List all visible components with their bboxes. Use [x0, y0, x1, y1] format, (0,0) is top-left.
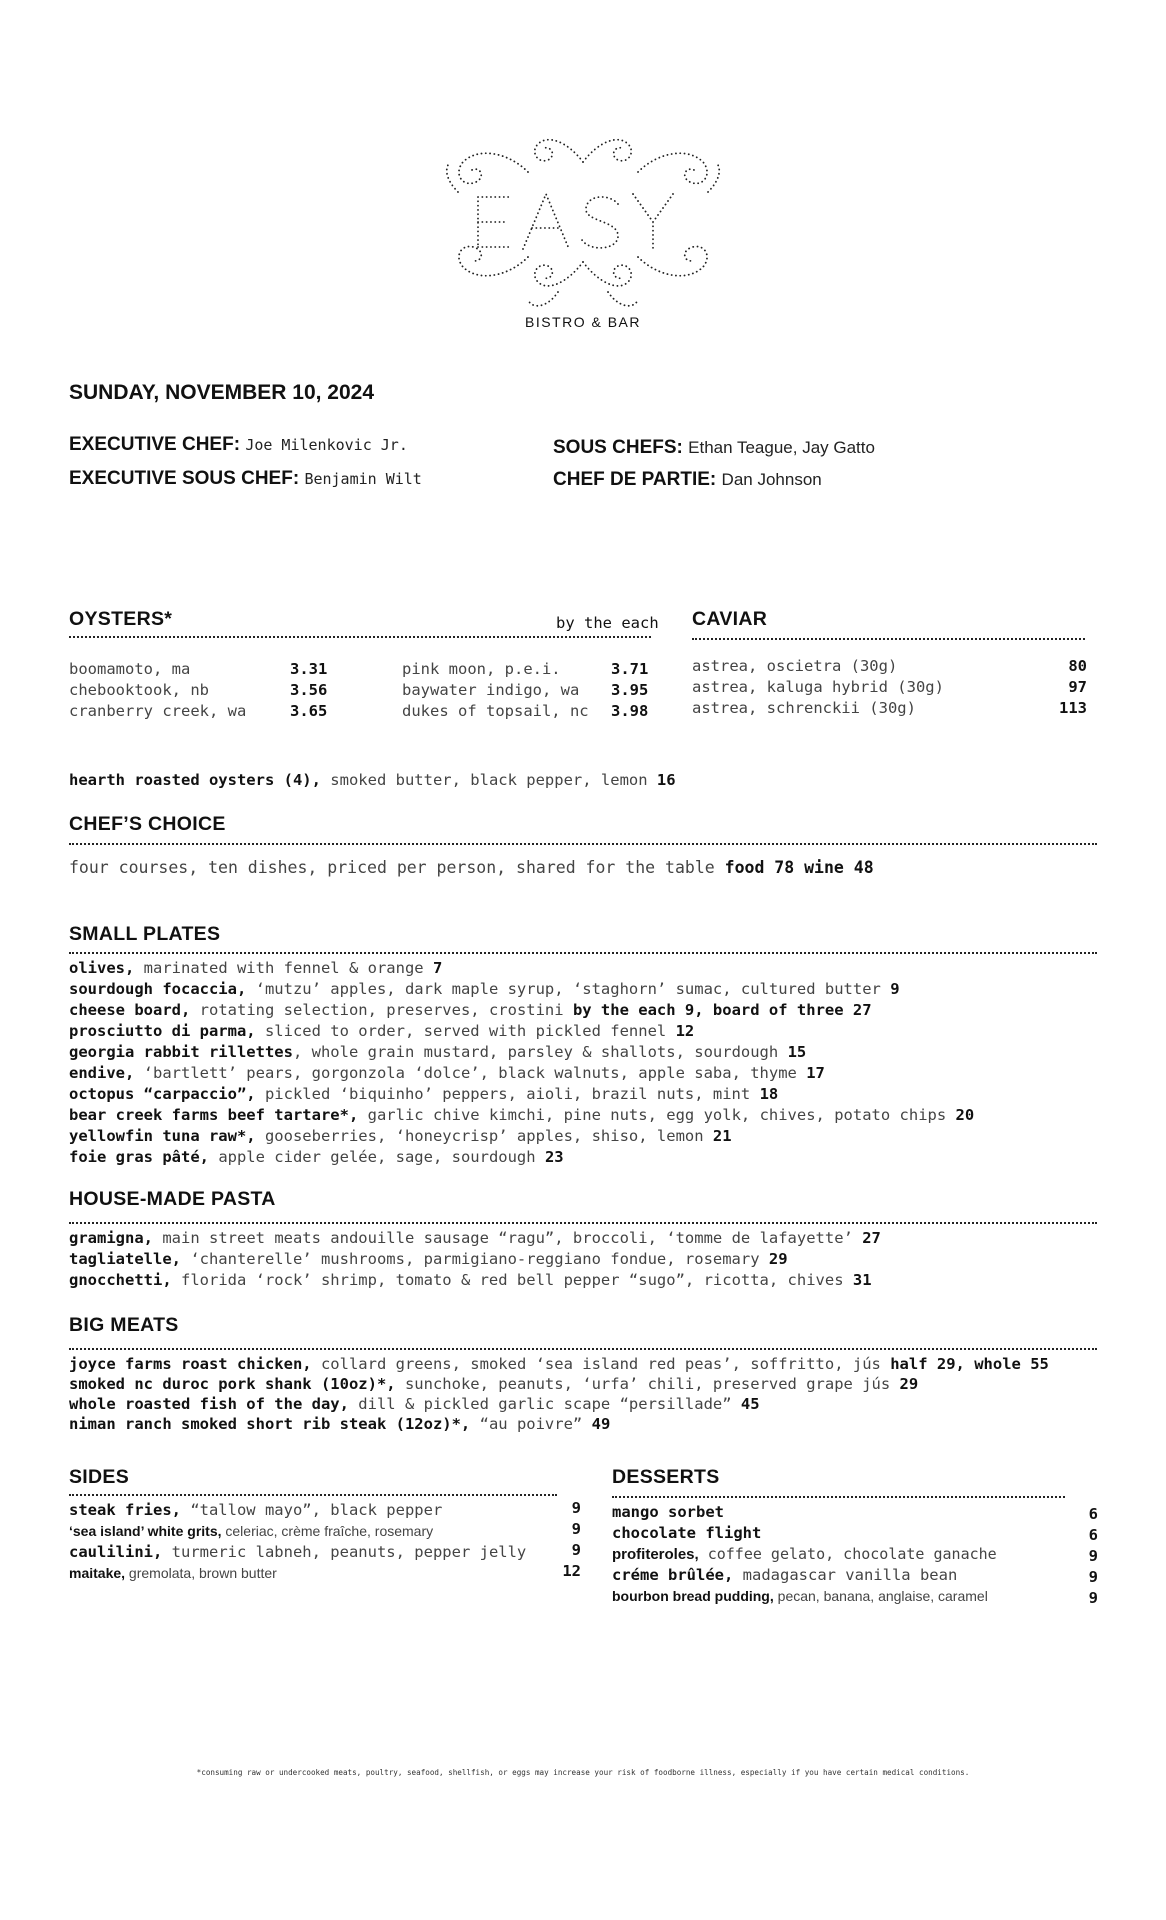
oysters-note: by the each [556, 614, 659, 632]
chef-name: Ethan Teague, Jay Gatto [688, 438, 875, 457]
item-name: prosciutto di parma, [69, 1022, 256, 1040]
item-desc: garlic chive kimchi, pine nuts, egg yolk, chives, potato chips [358, 1106, 956, 1124]
item-price: food 78 wine 48 [724, 858, 874, 877]
item-name: tagliatelle, [69, 1250, 181, 1268]
item-desc: marinated with fennel & orange [134, 959, 433, 977]
menu-item [69, 1126, 732, 1147]
item-price: by the each 9, board of three 27 [572, 1001, 872, 1019]
item-price: half 29, whole 55 [890, 1355, 1049, 1373]
item-desc: main street meats andouille sausage “ragu”, broccoli, ‘tomme de lafayette’ [153, 1229, 863, 1247]
item-desc: ‘chanterelle’ mushrooms, parmigiano-reggiano fondue, rosemary [180, 1250, 769, 1268]
menu-item [69, 1354, 1049, 1375]
item-price: 6 [1088, 1526, 1098, 1544]
item-desc: sunchoke, peanuts, ‘urfa’ chili, preserved grape jús [395, 1375, 900, 1393]
item-name: profiteroles, [612, 1546, 699, 1563]
item-name: endive, [69, 1064, 135, 1082]
caviar-price: 97 [1068, 678, 1087, 696]
item-desc: pecan, banana, anglaise, caramel [773, 1588, 988, 1604]
item-price: 18 [759, 1085, 779, 1103]
item-name: chocolate flight [612, 1524, 762, 1542]
item-price: 27 [862, 1229, 881, 1247]
item-name: gramigna, [69, 1229, 153, 1247]
menu-item [612, 1502, 724, 1523]
item-name: ‘sea island’ white grits, [69, 1523, 222, 1539]
menu-item [69, 1063, 825, 1084]
caviar-divider [692, 638, 1085, 640]
item-desc: madagascar vanilla bean [733, 1566, 958, 1584]
item-name: hearth roasted oysters (4), [69, 771, 321, 789]
item-price: 9 [890, 980, 900, 998]
executive-chef [69, 434, 408, 456]
item-price: 9 [1088, 1589, 1098, 1607]
item-price: 17 [806, 1064, 825, 1082]
item-price: 9 [1088, 1547, 1098, 1565]
item-desc: dill & pickled garlic scape “persillade” [348, 1395, 741, 1413]
menu-item [69, 1021, 694, 1042]
logo-tagline: BISTRO & BAR [524, 314, 642, 330]
chef-role: EXECUTIVE CHEF: [69, 434, 241, 455]
oyster-name: dukes of topsail, nc [402, 702, 589, 720]
chefs-choice-title: CHEF’S CHOICE [69, 813, 226, 835]
oyster-name: pink moon, p.e.i. [402, 660, 561, 678]
menu-item [69, 1563, 277, 1585]
item-name: foie gras pâté, [69, 1148, 209, 1166]
sides-title: SIDES [69, 1466, 130, 1488]
menu-item [69, 1500, 442, 1521]
item-name: steak fries, [69, 1501, 181, 1519]
chef-de-partie [553, 469, 822, 491]
oyster-name: boomamoto, ma [69, 660, 191, 678]
item-desc: turmeric labneh, peanuts, pepper jelly [162, 1543, 527, 1561]
caviar-name: astrea, kaluga hybrid (30g) [692, 678, 944, 696]
item-desc: sliced to order, served with pickled fennel [255, 1022, 676, 1040]
oyster-name: cranberry creek, wa [69, 702, 247, 720]
item-desc: , whole grain mustard, parsley & shallots, sourdough [292, 1043, 788, 1061]
item-desc: “tallow mayo”, black pepper [180, 1501, 443, 1519]
oyster-name: baywater indigo, wa [402, 681, 580, 699]
pasta-title: HOUSE-MADE PASTA [69, 1188, 276, 1210]
sous-chefs [553, 437, 875, 459]
item-price: 29 [768, 1250, 788, 1268]
oyster-price: 3.56 [290, 681, 328, 699]
item-price: 6 [1088, 1505, 1098, 1523]
menu-item [612, 1523, 761, 1544]
item-price: 9 [571, 1520, 581, 1538]
caviar-price: 113 [1059, 699, 1087, 717]
chef-name: Joe Milenkovic Jr. [245, 436, 408, 454]
chef-name: Dan Johnson [721, 470, 822, 489]
menu-item [69, 1521, 433, 1543]
item-name: olives, [69, 959, 135, 977]
item-desc: florida ‘rock’ shrimp, tomato & red bell pepper “sugo”, ricotta, chives [171, 1271, 853, 1289]
big-meats-title: BIG MEATS [69, 1314, 179, 1336]
item-desc: ‘bartlett’ pears, gorgonzola ‘dolce’, black walnuts, apple saba, thyme [134, 1064, 807, 1082]
chef-name: Benjamin Wilt [304, 470, 422, 488]
item-name: bear creek farms beef tartare*, [69, 1106, 359, 1124]
item-desc: pickled ‘biquinho’ peppers, aioli, brazil nuts, mint [255, 1085, 760, 1103]
desserts-divider [612, 1496, 1065, 1498]
item-name: octopus “carpaccio”, [69, 1085, 256, 1103]
small-plates-title: SMALL PLATES [69, 923, 221, 945]
menu-item [69, 1394, 760, 1415]
pasta-divider [69, 1222, 1097, 1224]
oysters-title: OYSTERS* [69, 608, 173, 630]
menu-item [69, 1374, 918, 1395]
oyster-price: 3.98 [611, 702, 649, 720]
chef-role: SOUS CHEFS: [553, 437, 683, 458]
item-name: georgia rabbit rillettes [69, 1043, 293, 1061]
sides-divider [69, 1494, 557, 1496]
oyster-price: 3.95 [611, 681, 649, 699]
item-price: 9 [571, 1499, 581, 1517]
easy-logo [438, 122, 728, 312]
menu-item [69, 1105, 974, 1126]
menu-item [69, 1249, 788, 1270]
item-price: 15 [787, 1043, 807, 1061]
item-name: yellowfin tuna raw*, [69, 1127, 256, 1145]
menu-item [69, 1000, 872, 1021]
food-safety-disclaimer: *consuming raw or undercooked meats, poultry, seafood, shellfish, or eggs may increase your risk of foodborne illness, especially if you have certain medical conditions. [196, 1768, 970, 1777]
item-price: 9 [1088, 1568, 1098, 1586]
item-desc: four courses, ten dishes, priced per person, shared for the table [69, 858, 725, 877]
caviar-name: astrea, schrenckii (30g) [692, 699, 916, 717]
item-desc: gremolata, brown butter [125, 1565, 277, 1581]
item-price: 29 [899, 1375, 919, 1393]
menu-item [612, 1586, 988, 1608]
item-desc: collard greens, smoked ‘sea island red peas’, soffritto, jús [311, 1355, 891, 1373]
desserts-title: DESSERTS [612, 1466, 720, 1488]
item-desc: gooseberries, ‘honeycrisp’ apples, shiso, lemon [255, 1127, 713, 1145]
executive-sous-chef [69, 468, 422, 490]
menu-item [69, 1542, 526, 1563]
item-price: 23 [544, 1148, 564, 1166]
item-price: 16 [656, 771, 676, 789]
item-desc: rotating selection, preserves, crostini [190, 1001, 573, 1019]
item-desc: celeriac, crème fraîche, rosemary [221, 1523, 434, 1539]
caviar-name: astrea, oscietra (30g) [692, 657, 898, 675]
item-desc: ‘mutzu’ apples, dark maple syrup, ‘staghorn’ sumac, cultured butter [246, 980, 891, 998]
item-name: gnocchetti, [69, 1271, 172, 1289]
item-price: 9 [571, 1541, 581, 1559]
chefs-choice-item [69, 857, 874, 878]
item-name: mango sorbet [612, 1503, 724, 1521]
item-price: 31 [852, 1271, 872, 1289]
menu-item [69, 979, 900, 1000]
item-name: créme brûlée, [612, 1566, 734, 1584]
menu-item [69, 1042, 806, 1063]
small-plates-divider [69, 952, 1097, 954]
caviar-title: CAVIAR [692, 608, 768, 630]
oyster-name: chebooktook, nb [69, 681, 209, 699]
item-desc: smoked butter, black pepper, lemon [320, 771, 657, 789]
menu-item [69, 1228, 881, 1249]
menu-item [612, 1565, 957, 1586]
caviar-price: 80 [1068, 657, 1087, 675]
oyster-price: 3.31 [290, 660, 328, 678]
item-price: 12 [562, 1562, 581, 1580]
item-name: joyce farms roast chicken, [69, 1355, 312, 1373]
menu-item [69, 1084, 778, 1105]
menu-date: SUNDAY, NOVEMBER 10, 2024 [69, 381, 375, 404]
chefs-choice-divider [69, 843, 1097, 845]
item-price: 7 [432, 959, 443, 977]
item-name: sourdough focaccia, [69, 980, 247, 998]
menu-item [69, 1270, 872, 1291]
item-desc: apple cider gelée, sage, sourdough [208, 1148, 545, 1166]
oysters-divider [69, 636, 651, 638]
easy-logo-graphic [438, 122, 728, 312]
menu-item [69, 958, 442, 979]
item-name: caulilini, [69, 1543, 163, 1561]
oyster-price: 3.71 [611, 660, 649, 678]
item-name: cheese board, [69, 1001, 191, 1019]
menu-item [612, 1544, 997, 1565]
big-meats-divider [69, 1348, 1097, 1350]
item-name: smoked nc duroc pork shank (10oz)*, [69, 1375, 396, 1393]
item-price: 20 [955, 1106, 975, 1124]
item-price: 49 [591, 1415, 611, 1433]
item-price: 21 [712, 1127, 732, 1145]
menu-item [69, 1414, 610, 1435]
item-name: bourbon bread pudding, [612, 1588, 774, 1604]
oyster-price: 3.65 [290, 702, 328, 720]
hearth-oysters-item [69, 770, 676, 791]
item-name: maitake, [69, 1565, 126, 1581]
chef-role: CHEF DE PARTIE: [553, 469, 717, 490]
chef-role: EXECUTIVE SOUS CHEF: [69, 468, 300, 489]
item-name: whole roasted fish of the day, [69, 1395, 349, 1413]
menu-item [69, 1147, 564, 1168]
item-desc: coffee gelato, chocolate ganache [698, 1545, 997, 1563]
item-name: niman ranch smoked short rib steak (12oz)*, [69, 1415, 471, 1433]
item-desc: “au poivre” [470, 1415, 592, 1433]
item-price: 12 [675, 1022, 695, 1040]
item-price: 45 [740, 1395, 760, 1413]
